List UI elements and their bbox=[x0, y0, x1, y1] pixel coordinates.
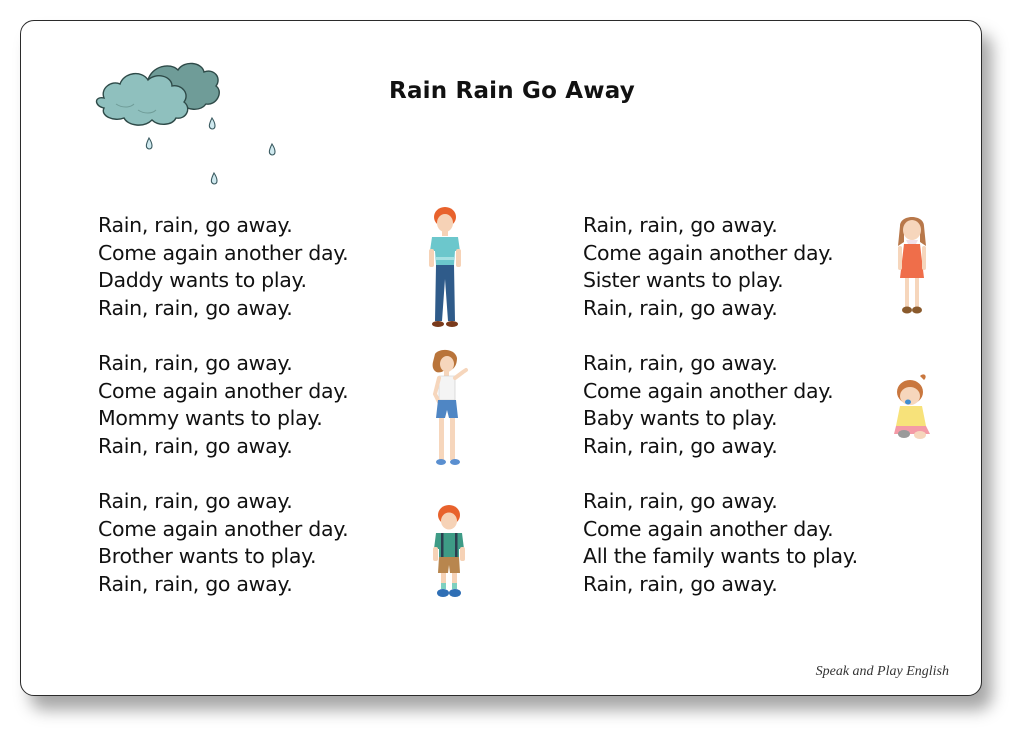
verse-sister bbox=[583, 212, 833, 322]
verse-line: Rain, rain, go away. bbox=[98, 489, 293, 513]
verse-line: Rain, rain, go away. bbox=[583, 433, 778, 458]
verse-daddy bbox=[98, 212, 348, 322]
verse-line: Rain, rain, go away. bbox=[98, 433, 293, 458]
verse-line: Rain, rain, go away. bbox=[98, 351, 293, 375]
verse-brother bbox=[98, 488, 348, 598]
verse-line: Rain, rain, go away. bbox=[98, 295, 293, 320]
verse-line: Rain, rain, go away. bbox=[583, 213, 778, 237]
verse-baby bbox=[583, 350, 833, 460]
song-title: Rain Rain Go Away bbox=[389, 78, 635, 104]
verse-line: All the family wants to play. bbox=[583, 544, 858, 568]
verse-line: Mommy wants to play. bbox=[98, 406, 323, 430]
verse-line: Sister wants to play. bbox=[583, 268, 784, 292]
verse-line: Rain, rain, go away. bbox=[583, 295, 778, 320]
daddy-figure-icon bbox=[420, 203, 470, 331]
verse-line: Come again another day. bbox=[583, 378, 834, 403]
verse-line: Daddy wants to play. bbox=[98, 268, 307, 292]
verse-line: Rain, rain, go away. bbox=[583, 489, 778, 513]
verse-mommy bbox=[98, 350, 348, 460]
verse-line: Rain, rain, go away. bbox=[98, 571, 293, 596]
verse-line: Come again another day. bbox=[98, 516, 349, 541]
verse-line: Come again another day. bbox=[98, 378, 349, 403]
credit-text: Speak and Play English bbox=[815, 664, 949, 679]
verse-line: Come again another day. bbox=[583, 240, 834, 265]
verse-line: Rain, rain, go away. bbox=[583, 571, 778, 596]
verse-line: Come again another day. bbox=[583, 516, 834, 541]
verse-family bbox=[583, 488, 858, 598]
sister-figure-icon bbox=[892, 212, 932, 318]
mommy-figure-icon bbox=[425, 348, 470, 470]
verse-line: Brother wants to play. bbox=[98, 544, 317, 568]
verse-line: Rain, rain, go away. bbox=[583, 351, 778, 375]
brother-figure-icon bbox=[428, 503, 470, 603]
verse-line: Rain, rain, go away. bbox=[98, 213, 293, 237]
verse-line: Baby wants to play. bbox=[583, 406, 778, 430]
verse-line: Come again another day. bbox=[98, 240, 349, 265]
baby-figure-icon bbox=[890, 372, 936, 442]
